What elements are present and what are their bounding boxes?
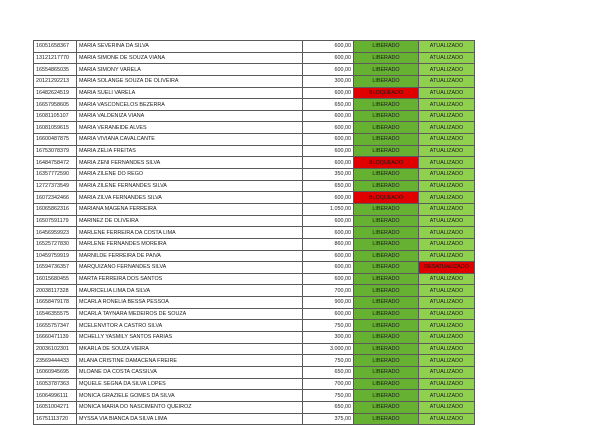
table-row — [34, 343, 475, 355]
name-cell: MONICA MARIA DO NASCIMENTO QUEIROZ — [77, 401, 303, 413]
name-cell: MCHELLY YASMILY SANTOS FARIAS — [77, 332, 303, 344]
table-row — [34, 64, 475, 76]
table-row — [34, 366, 475, 378]
update-cell: ATUALIZADO — [419, 355, 475, 367]
name-cell: MARTA FERREIRA DOS SANTOS — [77, 273, 303, 285]
name-cell: MARIA SUELI VARELA — [77, 87, 303, 99]
id-cell: 16053787363 — [34, 378, 77, 390]
value-cell: 600,00 — [303, 262, 354, 274]
status-cell: LIBERADO — [354, 378, 419, 390]
id-cell: 16554865035 — [34, 64, 77, 76]
name-cell: MARIA SEVERINA DA SILVA — [77, 41, 303, 53]
table-row — [34, 134, 475, 146]
id-cell: 16658479178 — [34, 297, 77, 309]
update-cell: ATUALIZADO — [419, 169, 475, 181]
id-cell: 16753078379 — [34, 145, 77, 157]
value-cell: 600,00 — [303, 122, 354, 134]
status-cell: BLOQUEADO — [354, 157, 419, 169]
table-row — [34, 110, 475, 122]
table-row — [34, 180, 475, 192]
name-cell: MARNILDE FERREIRA DE PAIVA — [77, 250, 303, 262]
status-cell: LIBERADO — [354, 320, 419, 332]
value-cell: 860,00 — [303, 238, 354, 250]
status-cell: LIBERADO — [354, 145, 419, 157]
name-cell: MLANA CRISTINE DAMACENA FREIRE — [77, 355, 303, 367]
update-cell: ATUALIZADO — [419, 343, 475, 355]
name-cell: MLOANE DA COSTA CASSILVA — [77, 366, 303, 378]
id-cell: 20121292213 — [34, 75, 77, 87]
name-cell: MARINEZ DE OLIVEIRA — [77, 215, 303, 227]
id-cell: 16484758472 — [34, 157, 77, 169]
value-cell: 600,00 — [303, 64, 354, 76]
update-cell: ATUALIZADO — [419, 110, 475, 122]
update-cell: ATUALIZADO — [419, 250, 475, 262]
table-row — [34, 99, 475, 111]
update-cell: ATUALIZADO — [419, 308, 475, 320]
update-cell: ATUALIZADO — [419, 297, 475, 309]
status-cell: LIBERADO — [354, 250, 419, 262]
value-cell: 375,00 — [303, 413, 354, 425]
status-cell: LIBERADO — [354, 297, 419, 309]
table-row — [34, 285, 475, 297]
name-cell: MARIA ZELIA FREITAS — [77, 145, 303, 157]
update-cell: ATUALIZADO — [419, 64, 475, 76]
value-cell: 600,00 — [303, 145, 354, 157]
id-cell: 16657958605 — [34, 99, 77, 111]
value-cell: 600,00 — [303, 87, 354, 99]
table-row — [34, 41, 475, 53]
id-cell: 16051004271 — [34, 401, 77, 413]
value-cell: 600,00 — [303, 157, 354, 169]
update-cell: ATUALIZADO — [419, 145, 475, 157]
status-cell: LIBERADO — [354, 122, 419, 134]
value-cell: 750,00 — [303, 320, 354, 332]
update-cell: ATUALIZADO — [419, 238, 475, 250]
value-cell: 700,00 — [303, 378, 354, 390]
id-cell: 12727373549 — [34, 180, 77, 192]
id-cell: 16072342466 — [34, 192, 77, 204]
name-cell: MARIA SIMONY VARELA — [77, 64, 303, 76]
status-cell: LIBERADO — [354, 273, 419, 285]
value-cell: 300,00 — [303, 75, 354, 87]
status-cell: LIBERADO — [354, 355, 419, 367]
id-cell: 10459759919 — [34, 250, 77, 262]
value-cell: 300,00 — [303, 332, 354, 344]
update-cell: DESATUALIZADO — [419, 262, 475, 274]
value-cell: 600,00 — [303, 227, 354, 239]
status-cell: BLOQUEADO — [354, 192, 419, 204]
update-cell: ATUALIZADO — [419, 203, 475, 215]
value-cell: 900,00 — [303, 297, 354, 309]
name-cell: MCARLA TAYNARA MEDEIROS DE SOUZA — [77, 308, 303, 320]
id-cell: 16081105107 — [34, 110, 77, 122]
update-cell: ATUALIZADO — [419, 413, 475, 425]
status-cell: LIBERADO — [354, 75, 419, 87]
update-cell: ATUALIZADO — [419, 180, 475, 192]
table-row — [34, 413, 475, 425]
name-cell: MAURICELIA LIMA DA SILVA — [77, 285, 303, 297]
update-cell: ATUALIZADO — [419, 285, 475, 297]
id-cell: 16357772590 — [34, 169, 77, 181]
value-cell: 3.000,00 — [303, 343, 354, 355]
name-cell: MARIA ZILVA FERNANDES SILVA — [77, 192, 303, 204]
value-cell: 600,00 — [303, 192, 354, 204]
id-cell: 16594736357 — [34, 262, 77, 274]
table-row — [34, 192, 475, 204]
status-cell: LIBERADO — [354, 134, 419, 146]
status-cell: LIBERADO — [354, 227, 419, 239]
status-cell: LIBERADO — [354, 99, 419, 111]
update-cell: ATUALIZADO — [419, 99, 475, 111]
value-cell: 600,00 — [303, 215, 354, 227]
name-cell: MONICA GRAZIELE GOMES DA SILVA — [77, 390, 303, 402]
update-cell: ATUALIZADO — [419, 134, 475, 146]
name-cell: MARIA VASCONCELOS BEZERRA — [77, 99, 303, 111]
status-cell: LIBERADO — [354, 390, 419, 402]
value-cell: 600,00 — [303, 250, 354, 262]
value-cell: 650,00 — [303, 99, 354, 111]
value-cell: 600,00 — [303, 134, 354, 146]
status-cell: LIBERADO — [354, 110, 419, 122]
value-cell: 350,00 — [303, 169, 354, 181]
spreadsheet-table — [33, 40, 475, 425]
update-cell: ATUALIZADO — [419, 215, 475, 227]
table-row — [34, 390, 475, 402]
table-row — [34, 378, 475, 390]
name-cell: MYSSA VIA BIANCA DA SILVA LIMA — [77, 413, 303, 425]
name-cell: MARIA VALDENIZA VIANA — [77, 110, 303, 122]
id-cell: 16482624519 — [34, 87, 77, 99]
table-row — [34, 145, 475, 157]
value-cell: 650,00 — [303, 366, 354, 378]
status-cell: LIBERADO — [354, 332, 419, 344]
status-cell: LIBERADO — [354, 215, 419, 227]
name-cell: MARIA VERANEIDE ALVES — [77, 122, 303, 134]
update-cell: ATUALIZADO — [419, 378, 475, 390]
id-cell: 16065862316 — [34, 203, 77, 215]
id-cell: 16600487875 — [34, 134, 77, 146]
id-cell: 16060945695 — [34, 366, 77, 378]
table-row — [34, 250, 475, 262]
name-cell: MARLENE FERREIRA DA COSTA LIMA — [77, 227, 303, 239]
name-cell: MARLENE FERNANDES MOREIRA — [77, 238, 303, 250]
table-row — [34, 122, 475, 134]
table-row — [34, 297, 475, 309]
value-cell: 600,00 — [303, 110, 354, 122]
status-cell: LIBERADO — [354, 180, 419, 192]
name-cell: MKARLA DE SOUZA VIEIRA — [77, 343, 303, 355]
value-cell: 700,00 — [303, 285, 354, 297]
table-row — [34, 203, 475, 215]
value-cell: 650,00 — [303, 401, 354, 413]
table-row — [34, 157, 475, 169]
value-cell: 1.050,00 — [303, 203, 354, 215]
update-cell: ATUALIZADO — [419, 332, 475, 344]
table-row — [34, 355, 475, 367]
status-cell: LIBERADO — [354, 203, 419, 215]
status-cell: LIBERADO — [354, 401, 419, 413]
status-cell: LIBERADO — [354, 308, 419, 320]
status-cell: LIBERADO — [354, 238, 419, 250]
value-cell: 600,00 — [303, 308, 354, 320]
value-cell: 650,00 — [303, 180, 354, 192]
id-cell: 16655757347 — [34, 320, 77, 332]
status-cell: LIBERADO — [354, 52, 419, 64]
name-cell: MQUELE SEGNA DA SILVA LOPES — [77, 378, 303, 390]
name-cell: MCARLA RONELIA BESSA PESSOA — [77, 297, 303, 309]
update-cell: ATUALIZADO — [419, 75, 475, 87]
name-cell: MARQUIZANO FERNANDES SILVA — [77, 262, 303, 274]
id-cell: 16525727830 — [34, 238, 77, 250]
update-cell: ATUALIZADO — [419, 227, 475, 239]
table-row — [34, 75, 475, 87]
table-row — [34, 262, 475, 274]
update-cell: ATUALIZADO — [419, 366, 475, 378]
table-row — [34, 169, 475, 181]
update-cell: ATUALIZADO — [419, 122, 475, 134]
name-cell: MARIA ZILENE DO REGO — [77, 169, 303, 181]
value-cell: 750,00 — [303, 355, 354, 367]
table-row — [34, 52, 475, 64]
name-cell: MARIA SOLANGE SOUZA DE OLIVEIRA — [77, 75, 303, 87]
status-cell: LIBERADO — [354, 285, 419, 297]
id-cell: 16660471139 — [34, 332, 77, 344]
id-cell: 23569444433 — [34, 355, 77, 367]
table-row — [34, 320, 475, 332]
id-cell: 16751113720 — [34, 413, 77, 425]
table-row — [34, 401, 475, 413]
value-cell: 600,00 — [303, 41, 354, 53]
spreadsheet-body — [34, 41, 475, 425]
update-cell: ATUALIZADO — [419, 52, 475, 64]
update-cell: ATUALIZADO — [419, 41, 475, 53]
value-cell: 600,00 — [303, 52, 354, 64]
table-row — [34, 238, 475, 250]
table-row — [34, 308, 475, 320]
name-cell: MARIA ZENI FERNANDES SILVA — [77, 157, 303, 169]
table-row — [34, 227, 475, 239]
update-cell: ATUALIZADO — [419, 192, 475, 204]
status-cell: LIBERADO — [354, 343, 419, 355]
update-cell: ATUALIZADO — [419, 401, 475, 413]
table-row — [34, 332, 475, 344]
id-cell: 16546355575 — [34, 308, 77, 320]
value-cell: 600,00 — [303, 273, 354, 285]
update-cell: ATUALIZADO — [419, 390, 475, 402]
id-cell: 16081059615 — [34, 122, 77, 134]
update-cell: ATUALIZADO — [419, 157, 475, 169]
status-cell: BLOQUEADO — [354, 87, 419, 99]
value-cell: 750,00 — [303, 390, 354, 402]
name-cell: MARIA VIVIANA CAVALCANTE — [77, 134, 303, 146]
table-row — [34, 87, 475, 99]
status-cell: LIBERADO — [354, 262, 419, 274]
status-cell: LIBERADO — [354, 366, 419, 378]
status-cell: LIBERADO — [354, 41, 419, 53]
id-cell: 16456959923 — [34, 227, 77, 239]
table-row — [34, 215, 475, 227]
id-cell: 16064996111 — [34, 390, 77, 402]
id-cell: 16051658367 — [34, 41, 77, 53]
status-cell: LIBERADO — [354, 64, 419, 76]
id-cell: 16015680455 — [34, 273, 77, 285]
status-cell: LIBERADO — [354, 169, 419, 181]
id-cell: 20036102301 — [34, 343, 77, 355]
name-cell: MARIA SIMONE DE SOUZA VIANA — [77, 52, 303, 64]
update-cell: ATUALIZADO — [419, 87, 475, 99]
id-cell: 13121217770 — [34, 52, 77, 64]
name-cell: MCELENVITOR A CASTRO SILVA — [77, 320, 303, 332]
status-cell: LIBERADO — [354, 413, 419, 425]
table-row — [34, 273, 475, 285]
update-cell: ATUALIZADO — [419, 273, 475, 285]
update-cell: ATUALIZADO — [419, 320, 475, 332]
id-cell: 16507591179 — [34, 215, 77, 227]
name-cell: MARIA ZILENE FERNANDES SILVA — [77, 180, 303, 192]
id-cell: 20038117328 — [34, 285, 77, 297]
name-cell: MARIANA MAGENA FERREIRA — [77, 203, 303, 215]
